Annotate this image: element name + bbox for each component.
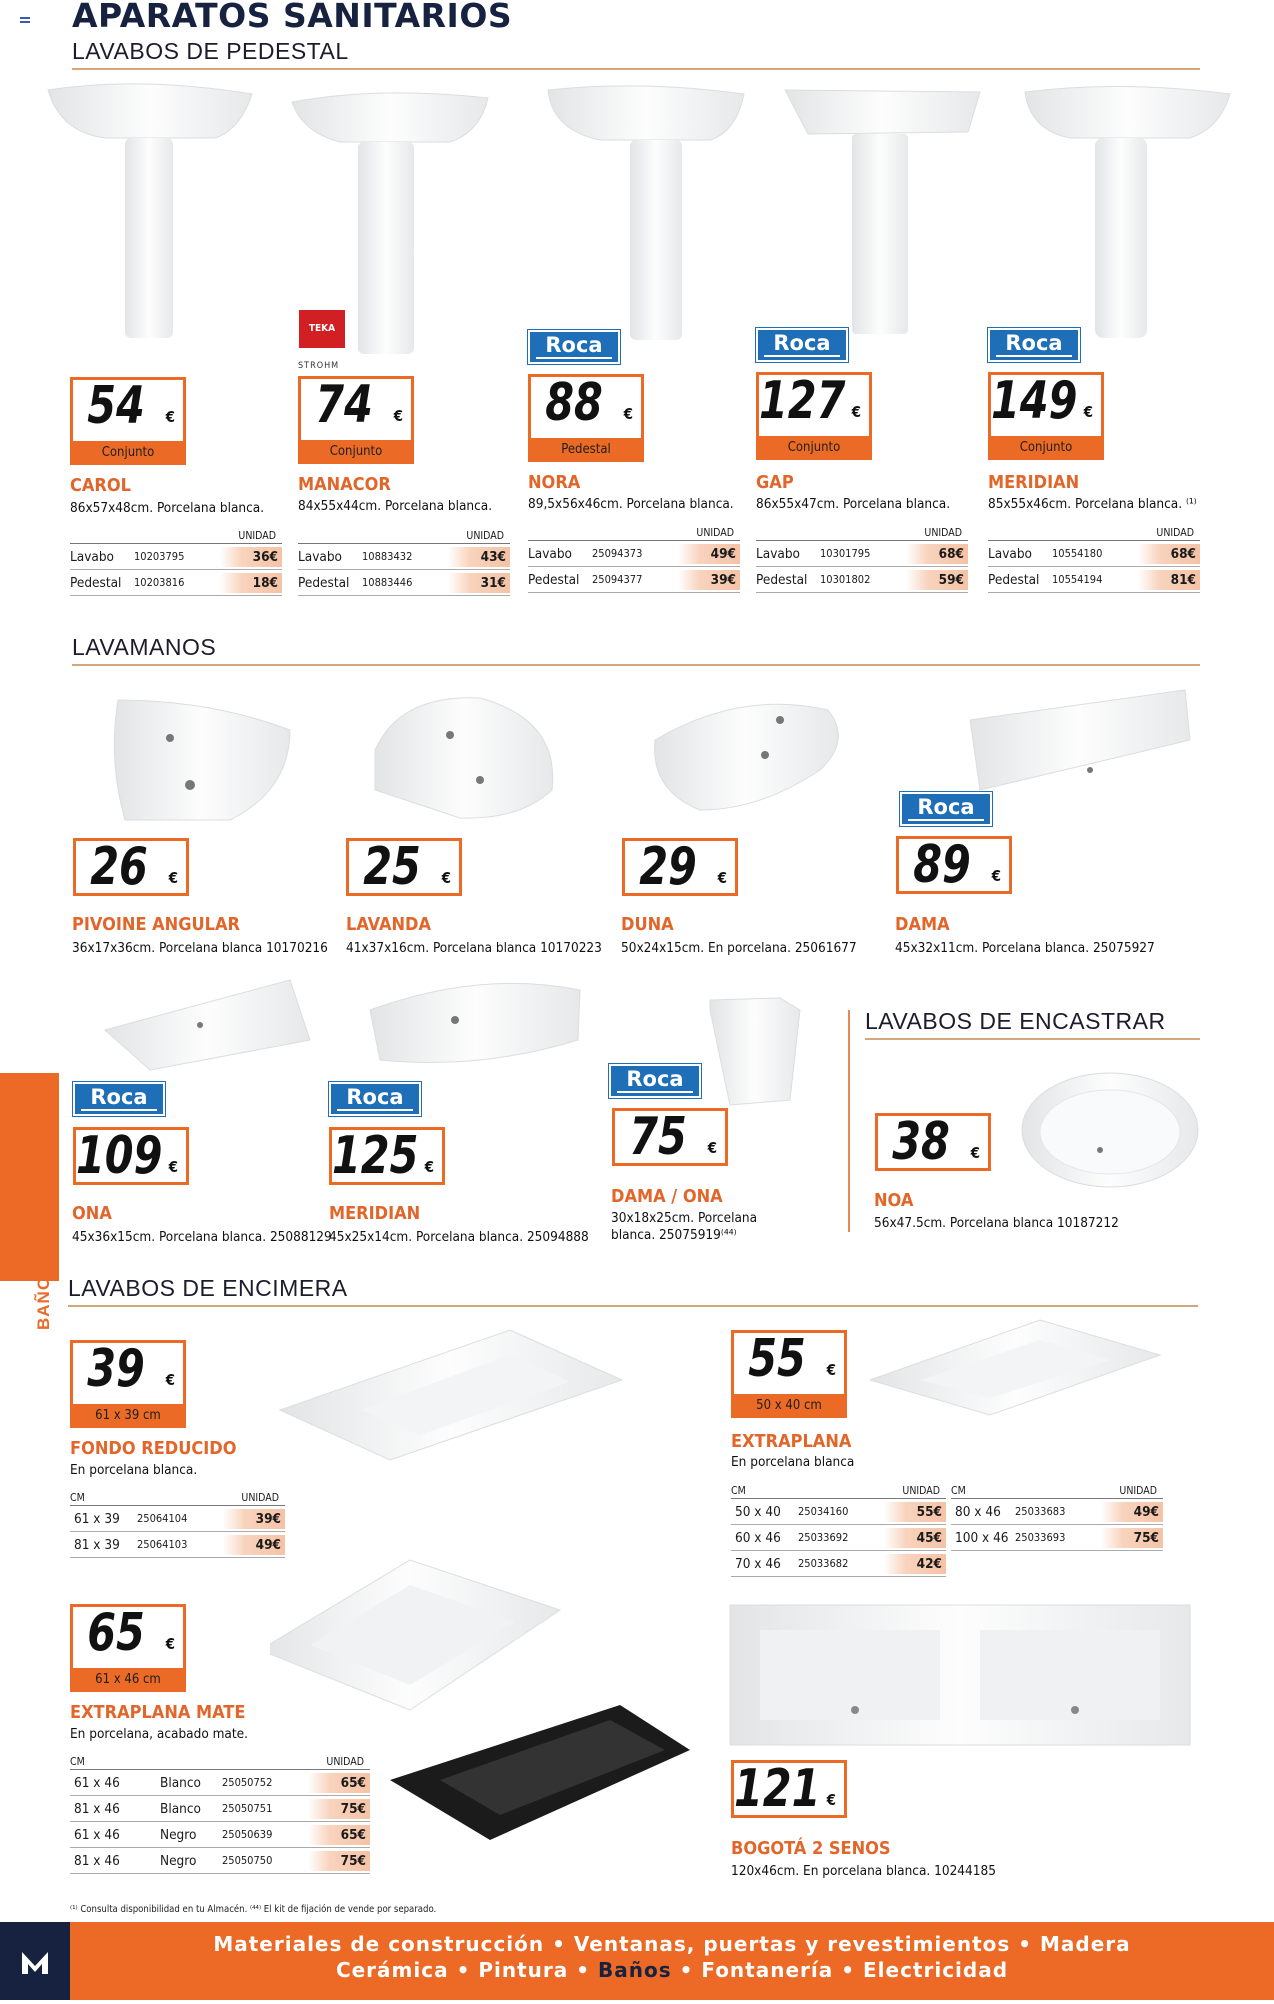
price-tag-meridian: 149 € Conjunto [988,372,1104,460]
product-name: CAROL [70,475,131,496]
product-desc: 30x18x25cm. Porcelana blanca. 25075919⁽⁴⁴⁾ [611,1210,758,1243]
table-row: 61 x 46 Negro 25050639 65€ [70,1822,370,1848]
extraplana-mate-black-image [390,1705,690,1840]
price-tag-extraplana-mate: 65 € 61 x 46 cm [70,1604,186,1692]
table-row: Pedestal 10554194 81€ [988,567,1200,593]
price: 39 [87,1337,145,1399]
roca-logo: Roca [609,1064,701,1098]
carol-sink-image [48,84,252,338]
extraplana-mate-white-image [270,1560,560,1710]
price-tag-noa: 38 € [875,1113,991,1171]
roca-logo: Roca [73,1082,165,1116]
price: 89 [913,833,971,895]
product-name: PIVOINE ANGULAR [72,914,240,935]
section-title-lavamanos: LAVAMANOS [72,634,1200,666]
price: 74 [315,373,373,435]
fondo-reducido-image [280,1330,622,1460]
table-row: Lavabo 25094373 49€ [528,541,740,567]
price: 149 [991,369,1078,431]
price-label: Conjunto [756,436,872,460]
table-row: Pedestal 25094377 39€ [528,567,740,593]
price: 121 [734,1757,821,1819]
product-desc: 56x47.5cm. Porcelana blanca 10187212 [874,1215,1119,1231]
product-name: LAVANDA [346,914,432,935]
table-row: 80 x 46 25033683 49€ [951,1499,1163,1525]
extraplana-image [870,1320,1160,1415]
product-desc: 89,5x56x46cm. Porcelana blanca. [528,496,734,512]
meridian-lavamanos-image [370,983,580,1062]
footer-line-1: Materiales de construcción • Ventanas, puertas y revestimientos • Madera [213,1932,1131,1956]
product-desc: 50x24x15cm. En porcelana. 25061677 [621,940,857,956]
product-desc: 86x57x48cm. Porcelana blanca. [70,500,265,516]
price-tag-gap: 127 € Conjunto [756,372,872,460]
footer-link-active[interactable]: Baños [597,1958,672,1982]
product-name: GAP [756,472,794,493]
price: 125 [332,1124,419,1186]
footer-link[interactable]: Pintura [478,1958,569,1982]
noa-sink-image [1015,1065,1205,1195]
price: 38 [892,1110,950,1172]
side-label: BAÑOS [34,1263,53,1330]
footer-link[interactable]: Electricidad [862,1958,1009,1982]
price-label: Conjunto [988,436,1104,460]
roca-logo: Roca [756,328,848,362]
price-label: 61 x 39 cm [70,1404,186,1428]
product-name: BOGOTÁ 2 SENOS [731,1838,891,1859]
dama-image [970,690,1190,790]
table-row: Pedestal 10301802 59€ [756,567,968,593]
price-table-fondo-reducido: CM UNIDAD 61 x 39 25064104 39€ 81 x 39 25064103 49€ [70,1492,285,1558]
price: 54 [87,374,145,436]
price-tag-manacor: 74 € Conjunto [298,376,414,464]
table-row: 81 x 39 25064103 49€ [70,1532,285,1558]
footnote: ⁽¹⁾ Consulta disponibilidad en tu Almacén. ⁽⁴⁴⁾ El kit de fijación de vende por separado. [70,1904,437,1915]
price: 55 [748,1327,806,1389]
ona-image [105,980,310,1070]
price-tag-carol: 54 € Conjunto [70,377,186,465]
product-desc: 84x55x44cm. Porcelana blanca. [298,498,493,514]
product-desc: 36x17x36cm. Porcelana blanca 10170216 [72,940,328,956]
product-name: NOA [874,1190,914,1211]
teka-logo: TEKA [299,310,345,348]
meridian-sink-image [1025,86,1230,338]
price: 109 [76,1124,163,1186]
table-row: 61 x 39 25064104 39€ [70,1506,285,1532]
product-desc: 85x55x46cm. Porcelana blanca. ⁽¹⁾ [988,496,1197,512]
table-row: 70 x 46 25033682 42€ [731,1551,946,1577]
product-desc: En porcelana blanca [731,1454,855,1470]
price-tag-fondo-reducido: 39 € 61 x 39 cm [70,1340,186,1428]
nora-sink-image [548,86,744,340]
divider [848,1010,850,1232]
product-name: MERIDIAN [988,472,1080,493]
product-desc: 45x32x11cm. Porcelana blanca. 25075927 [895,940,1155,956]
price-label: Pedestal [528,438,644,462]
price-table-carol: UNIDAD Lavabo 10203795 36€ Pedestal 10203816 18€ [70,530,282,596]
table-row: Pedestal 10883446 31€ [298,570,510,596]
price-table-meridian: UNIDAD Lavabo 10554180 68€ Pedestal 10554194 81€ [988,527,1200,593]
product-desc: 120x46cm. En porcelana blanca. 10244185 [731,1863,996,1879]
product-name: ONA [72,1203,112,1224]
section-title-pedestal: LAVABOS DE PEDESTAL [72,38,1200,70]
price-table-nora: UNIDAD Lavabo 25094373 49€ Pedestal 25094377 39€ [528,527,740,593]
price-label: 50 x 40 cm [731,1394,847,1418]
duna-image [655,704,839,810]
pedestal-sink-images [40,80,1240,370]
product-desc: 86x55x47cm. Porcelana blanca. [756,496,951,512]
table-row: 100 x 46 25033693 75€ [951,1525,1163,1551]
product-name: DAMA [895,914,950,935]
table-row: Lavabo 10554180 68€ [988,541,1200,567]
product-desc: 41x37x16cm. Porcelana blanca 10170223 [346,940,602,956]
price-label: 61 x 46 cm [70,1668,186,1692]
product-name: MERIDIAN [329,1203,421,1224]
product-name: DAMA / ONA [611,1186,723,1207]
product-desc: 45x25x14cm. Porcelana blanca. 25094888 [329,1229,589,1245]
product-desc: En porcelana blanca. [70,1462,198,1478]
roca-logo: Roca [528,330,620,364]
roca-logo: Roca [329,1082,421,1116]
section-title-encastrar: LAVABOS DE ENCASTRAR [865,1008,1200,1040]
price-tag-ona: 109 € [73,1127,189,1185]
price-tag-extraplana: 55 € 50 x 40 cm [731,1330,847,1418]
table-row: 81 x 46 Negro 25050750 75€ [70,1848,370,1874]
price-tag-duna: 29 € [622,838,738,896]
lavanda-image [375,698,553,818]
product-name: FONDO REDUCIDO [70,1438,237,1459]
page-title: APARATOS SANITARIOS [72,0,513,35]
table-row: Lavabo 10203795 36€ [70,544,282,570]
product-name: EXTRAPLANA [731,1431,852,1452]
table-row: Lavabo 10301795 68€ [756,541,968,567]
price-tag-nora: 88 € Pedestal [528,374,644,462]
table-row: 81 x 46 Blanco 25050751 75€ [70,1796,370,1822]
menu-icon [20,17,30,23]
price: 29 [639,835,697,897]
product-name: MANACOR [298,474,391,495]
pivoine-image [114,700,290,820]
brand-logo [0,1922,70,2000]
gap-sink-image [785,90,980,334]
product-desc: En porcelana, acabado mate. [70,1726,248,1742]
roca-logo: Roca [900,792,992,826]
footer-link[interactable]: Materiales de construcción [213,1932,545,1956]
bogota-image [730,1605,1190,1745]
table-row: 60 x 46 25033692 45€ [731,1525,946,1551]
product-name: EXTRAPLANA MATE [70,1702,246,1723]
price: 25 [363,835,421,897]
price-label: Conjunto [298,440,414,464]
table-row: 50 x 40 25034160 55€ [731,1499,946,1525]
price: 127 [759,369,846,431]
price-tag-bogota: 121 € [731,1760,847,1818]
price-tag-pivoine: 26 € [73,838,189,896]
price-table-extraplana-a: CM UNIDAD 50 x 40 25034160 55€ 60 x 46 25033692 45€ 70 x 46 25033682 42€ [731,1485,946,1577]
side-tab [0,1073,59,1281]
price-table-manacor: UNIDAD Lavabo 10883432 43€ Pedestal 10883446 31€ [298,530,510,596]
table-row: Pedestal 10203816 18€ [70,570,282,596]
price-table-extraplana-mate: CM UNIDAD 61 x 46 Blanco 25050752 65€ 81 x 46 Blanco 25050751 75€ 61 x 46 Negro 25050639 65€ 81 x 46 Negro 25050750 75€ [70,1756,370,1874]
footer-link[interactable]: Cerámica [335,1958,449,1982]
price-tag-dama: 89 € [896,836,1012,894]
product-name: NORA [528,472,581,493]
price-tag-dama-ona: 75 € [612,1108,728,1166]
product-name: DUNA [621,914,674,935]
price: 26 [90,835,148,897]
price-tag-meridian-lavamanos: 125 € [329,1127,445,1185]
table-row: 61 x 46 Blanco 25050752 65€ [70,1770,370,1796]
section-title-encimera: LAVABOS DE ENCIMERA [68,1275,1198,1307]
price: 65 [87,1601,145,1663]
m-logo-icon [0,1922,70,2000]
footer-link[interactable]: Madera [1040,1932,1131,1956]
table-row: Lavabo 10883432 43€ [298,544,510,570]
footer-link[interactable]: Ventanas, puertas y revestimientos [573,1932,1011,1956]
price-tag-lavanda: 25 € [346,838,462,896]
footer-link[interactable]: Fontanería [701,1958,834,1982]
price-label: Conjunto [70,441,186,465]
product-desc: 45x36x15cm. Porcelana blanca. 25088129 [72,1229,332,1245]
footer-line-2: Cerámica • Pintura • Baños • Fontanería • Electricidad [335,1958,1009,1982]
price: 88 [545,371,603,433]
price-table-gap: UNIDAD Lavabo 10301795 68€ Pedestal 10301802 59€ [756,527,968,593]
dama-ona-pedestal-image [710,998,800,1105]
roca-logo: Roca [988,328,1080,362]
strohm-logo: STROHM [298,361,340,371]
price: 75 [629,1105,687,1167]
price-table-extraplana-b: CM UNIDAD 80 x 46 25033683 49€ 100 x 46 25033693 75€ [951,1485,1163,1551]
